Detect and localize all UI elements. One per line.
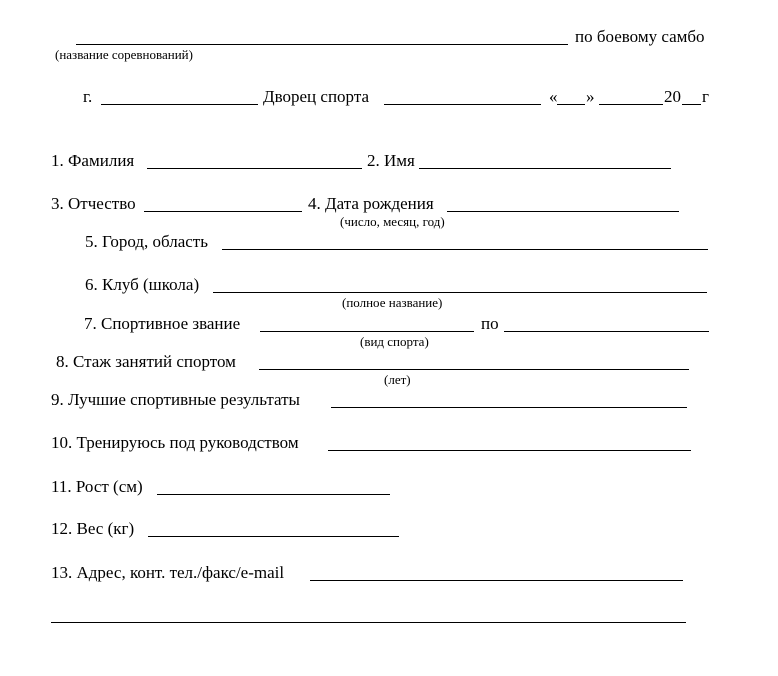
month-line[interactable] [599,104,663,105]
venue-label: Дворец спорта [263,87,370,106]
patronymic-label: 3. Отчество [51,194,136,213]
birthdate-label: 4. Дата рождения [308,194,434,213]
name-label: 2. Имя [367,151,415,170]
experience-label: 8. Стаж занятий спортом [56,352,236,371]
competition-suffix: по боевому самбо [575,27,705,46]
height-line[interactable] [157,494,390,495]
sport-type-caption: (вид спорта) [360,334,429,349]
year-prefix: 20 [664,87,681,106]
city-region-label: 5. Город, область [85,232,208,251]
year-line[interactable] [682,104,701,105]
sport-rank-label: 7. Спортивное звание [84,314,241,333]
quote-close: » [586,87,595,106]
sport-type-line[interactable] [504,331,709,332]
club-label: 6. Клуб (школа) [85,275,200,294]
sport-rank-line[interactable] [260,331,474,332]
surname-line[interactable] [147,168,362,169]
contacts-label: 13. Адрес, конт. тел./факс/e-mail [51,563,285,582]
competition-caption: (название соревнований) [55,47,193,62]
venue-line[interactable] [384,104,541,105]
day-line[interactable] [557,104,585,105]
coach-label: 10. Тренируюсь под руководством [51,433,299,452]
club-caption: (полное название) [342,295,443,310]
city-region-line[interactable] [222,249,708,250]
city-line[interactable] [101,104,258,105]
results-line[interactable] [331,407,687,408]
contacts-line[interactable] [310,580,683,581]
sport-rank-mid: по [481,314,499,333]
coach-line[interactable] [328,450,691,451]
results-label: 9. Лучшие спортивные результаты [51,390,300,409]
name-line[interactable] [419,168,671,169]
height-label: 11. Рост (см) [51,477,143,496]
contacts-line-extra[interactable] [51,622,686,623]
quote-open: « [549,87,558,106]
birthdate-line[interactable] [447,211,679,212]
competition-name-line[interactable] [76,44,568,45]
patronymic-line[interactable] [144,211,302,212]
experience-line[interactable] [259,369,689,370]
city-prefix: г. [83,87,93,106]
birthdate-caption: (число, месяц, год) [340,214,445,229]
experience-caption: (лет) [384,372,411,387]
weight-line[interactable] [148,536,399,537]
weight-label: 12. Вес (кг) [51,519,135,538]
club-line[interactable] [213,292,707,293]
year-suffix: г [702,87,709,106]
surname-label: 1. Фамилия [51,151,135,170]
